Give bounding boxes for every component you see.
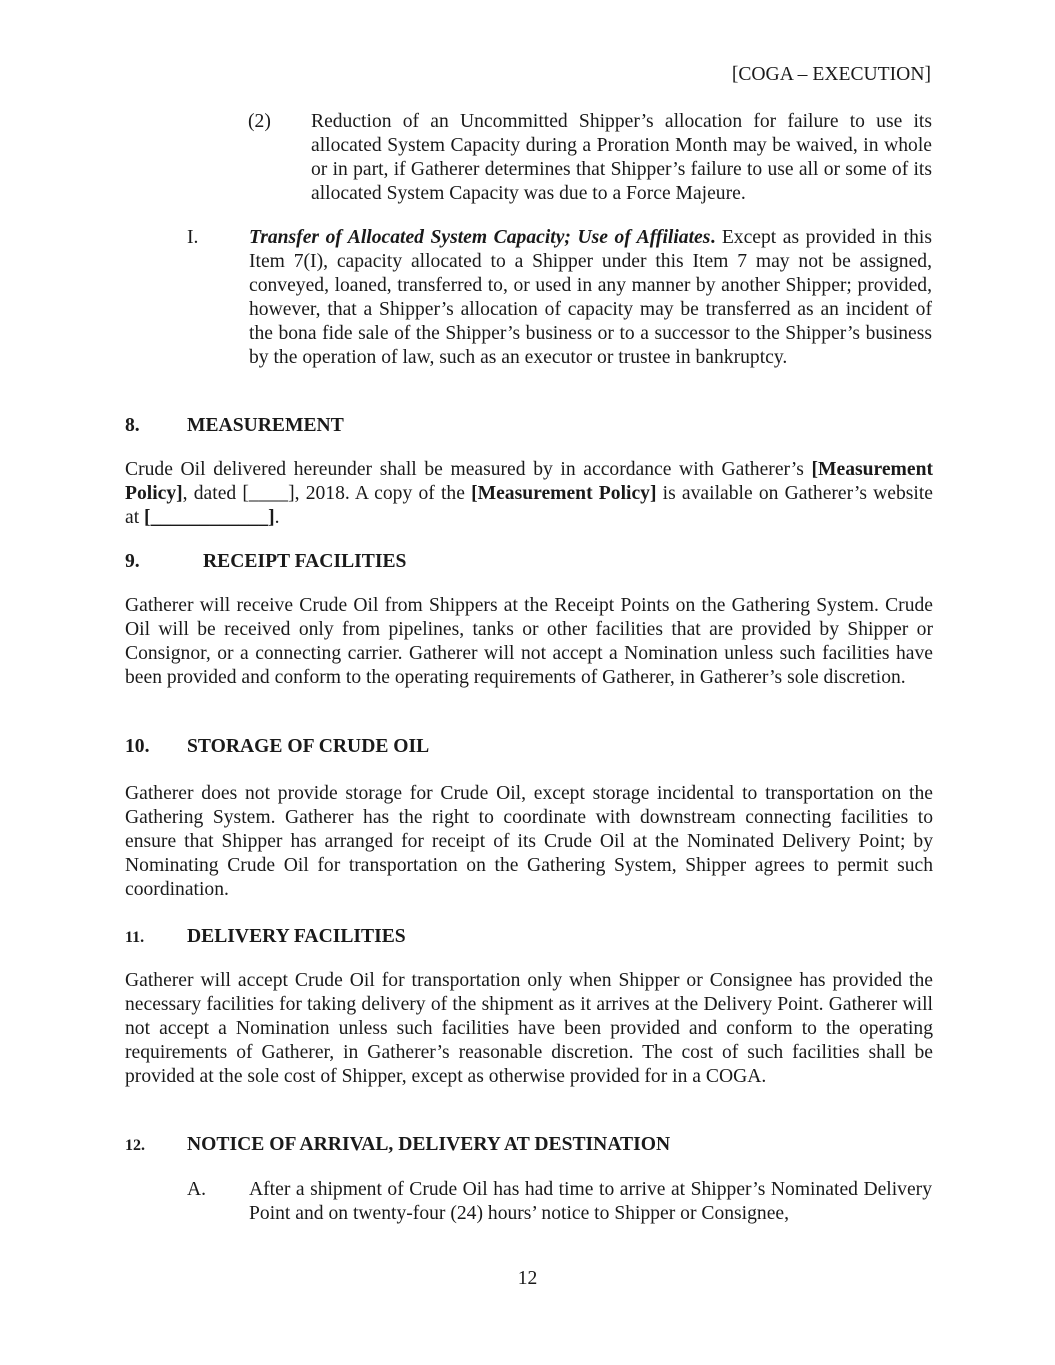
section-9-paragraph: Gatherer will receive Crude Oil from Shippers at the Receipt Points on the Gathering System. Crude Oil will be received only from pipelines, tanks or other facilities that are provided by Shipper or Consignor, or a connecting carrier. Gatherer will not accept a Nomination unless such facilities have been provided and conform to the operating requirements of Gatherer, in Gatherer’s sole discretion. — [125, 595, 933, 688]
item-7-i-title: Transfer of Allocated System Capacity; Use of Affiliates — [249, 227, 711, 248]
subitem-2-text: Reduction of an Uncommitted Shipper’s allocation for failure to use its allocated System Capacity during a Proration Month may be waived, in whole or in part, if Gatherer determines that Shipper’s failure to use all or some of its allocated System Capacity was due to a Force Majeure. — [311, 111, 932, 204]
item-7-i — [187, 226, 932, 370]
section-12-title: NOTICE OF ARRIVAL, DELIVERY AT DESTINATION — [187, 1134, 671, 1155]
section-8-heading — [125, 414, 344, 438]
item-7-i-title-period: . — [710, 227, 716, 248]
measurement-policy-ref-2: [Measurement Policy] — [471, 483, 657, 504]
section-8-text-4: . — [274, 507, 280, 528]
section-12-number: 12. — [125, 1137, 145, 1154]
website-blank: [____________] — [144, 507, 275, 528]
section-8-text-1: Crude Oil delivered hereunder shall be measured by in accordance with Gatherer’s — [125, 459, 812, 480]
section-8-text-2: , dated [____], 2018. A copy of the — [182, 483, 472, 504]
section-12-item-a-text: After a shipment of Crude Oil has had time to arrive at Shipper’s Nominated Delivery Point and on twenty-four (24) hours’ notice to Shipper or Consignee, — [249, 1179, 932, 1224]
section-8-number: 8. — [125, 415, 140, 436]
section-10-number: 10. — [125, 736, 150, 757]
section-10-title: STORAGE OF CRUDE OIL — [187, 736, 430, 757]
section-9-heading — [125, 550, 407, 574]
section-10-heading — [125, 735, 430, 759]
section-12-heading — [125, 1133, 671, 1158]
subitem-2-number: (2) — [248, 111, 271, 132]
item-7-i-text: Except as provided in this Item 7(I), capacity allocated to a Shipper under this Item 7 may not be assigned, conveyed, loaned, transferred to, or used in any manner by another Shipper; provided, however, that a Shipper’s allocation of capacity may be transferred as an incident of the bona fide sale of the Shipper’s business or to a successor to the Shipper’s business by the operation of law, such as an executor or trustee in bankruptcy. — [249, 227, 932, 368]
item-7-i-number: I. — [187, 227, 199, 248]
section-12-item-a — [187, 1178, 932, 1226]
subitem-2 — [248, 110, 932, 206]
section-12-item-a-number: A. — [187, 1179, 207, 1200]
section-11-heading — [125, 925, 406, 950]
measurement-policy-ref-1: [Measurement Policy] — [125, 459, 933, 504]
section-8-text-3: is available on Gatherer’s website at — [125, 483, 933, 528]
page-number: 12 — [517, 1268, 538, 1289]
section-9-number: 9. — [125, 551, 140, 572]
section-11-title: DELIVERY FACILITIES — [187, 926, 406, 947]
section-11-paragraph: Gatherer will accept Crude Oil for transportation only when Shipper or Consignee has provided the necessary facilities for taking delivery of the shipment as it arrives at the Delivery Point. Gatherer will not accept a Nomination unless such facilities have been provided and conform to the operating requirements of Gatherer, in Gatherer’s reasonable discretion. The cost of such facilities shall be provided at the sole cost of Shipper, except as otherwise provided for in a COGA. — [125, 970, 933, 1087]
document-header-label: [COGA – EXECUTION] — [731, 64, 931, 85]
section-8-paragraph — [125, 458, 933, 530]
section-10-paragraph: Gatherer does not provide storage for Crude Oil, except storage incidental to transportation on the Gathering System. Gatherer has the right to coordinate with downstream connecting facilities to ensure that Shipper has arranged for receipt of its Crude Oil at the Nominated Delivery Point; by Nominating Crude Oil for transportation on the Gathering System, Shipper agrees to permit such coordination. — [125, 783, 933, 900]
section-11-number: 11. — [125, 929, 145, 946]
item-7-i-body — [249, 226, 932, 370]
section-8-title: MEASUREMENT — [187, 415, 344, 436]
section-9-title: RECEIPT FACILITIES — [203, 551, 407, 572]
